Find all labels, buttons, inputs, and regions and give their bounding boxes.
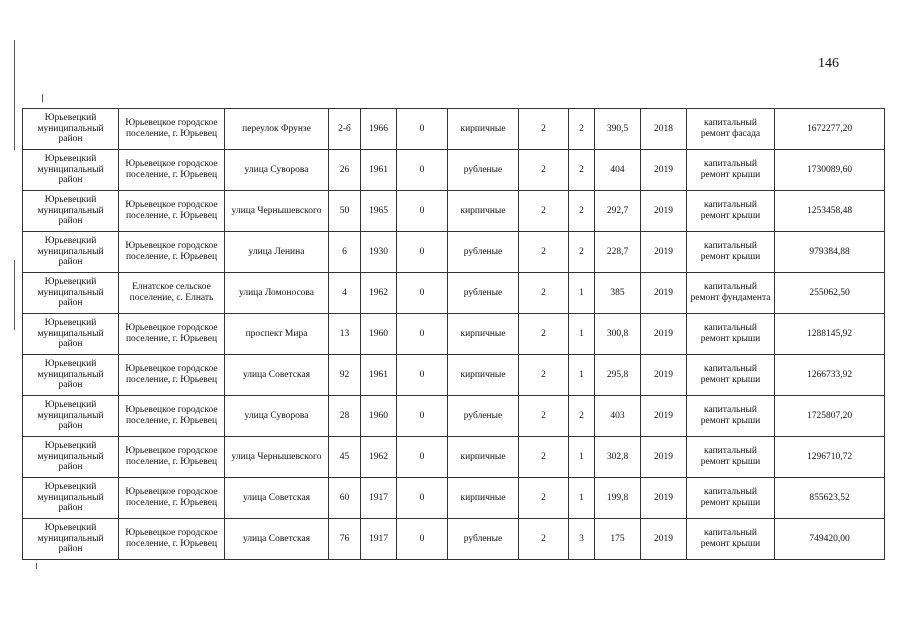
cell-entrances: 1 bbox=[569, 273, 595, 314]
cell-street: улица Чернышевского bbox=[225, 191, 329, 232]
cell-year-built: 1960 bbox=[361, 314, 397, 355]
cell-house-number: 50 bbox=[329, 191, 361, 232]
cell-area: 404 bbox=[595, 150, 641, 191]
cell-district: Юрьевецкий муниципальный район bbox=[23, 437, 119, 478]
cell-year-built: 1961 bbox=[361, 355, 397, 396]
cell-wall-material: рубленые bbox=[448, 273, 519, 314]
cell-area: 300,8 bbox=[595, 314, 641, 355]
cell-wall-material: кирпичные bbox=[448, 314, 519, 355]
table-row bbox=[23, 478, 885, 519]
cell-cost: 1296710,72 bbox=[775, 437, 885, 478]
cell-work-type: капитальный ремонт крыши bbox=[687, 232, 775, 273]
cell-year-built: 1965 bbox=[361, 191, 397, 232]
cell-work-type: капитальный ремонт крыши bbox=[687, 396, 775, 437]
cell-col-zero: 0 bbox=[397, 478, 448, 519]
cell-street: улица Суворова bbox=[225, 396, 329, 437]
cell-floors: 2 bbox=[519, 396, 569, 437]
cell-year-built: 1917 bbox=[361, 519, 397, 560]
cell-district: Юрьевецкий муниципальный район bbox=[23, 314, 119, 355]
cell-wall-material: рубленые bbox=[448, 519, 519, 560]
cell-street: проспект Мира bbox=[225, 314, 329, 355]
cell-work-year: 2019 bbox=[641, 273, 687, 314]
cell-settlement: Елнатское сельское поселение, с. Елнать bbox=[119, 273, 225, 314]
cell-work-type: капитальный ремонт крыши bbox=[687, 478, 775, 519]
cell-settlement: Юрьевецкое городское поселение, г. Юрьевец bbox=[119, 355, 225, 396]
cell-cost: 749420,00 bbox=[775, 519, 885, 560]
page-number: 146 bbox=[818, 56, 839, 71]
scan-mark bbox=[36, 563, 37, 569]
cell-wall-material: рубленые bbox=[448, 396, 519, 437]
cell-floors: 2 bbox=[519, 478, 569, 519]
table-row bbox=[23, 273, 885, 314]
cell-cost: 1266733,92 bbox=[775, 355, 885, 396]
cell-entrances: 2 bbox=[569, 150, 595, 191]
cell-wall-material: кирпичные bbox=[448, 437, 519, 478]
cell-entrances: 1 bbox=[569, 478, 595, 519]
cell-work-year: 2019 bbox=[641, 355, 687, 396]
cell-cost: 1288145,92 bbox=[775, 314, 885, 355]
cell-work-year: 2019 bbox=[641, 191, 687, 232]
cell-col-zero: 0 bbox=[397, 396, 448, 437]
cell-floors: 2 bbox=[519, 273, 569, 314]
cell-settlement: Юрьевецкое городское поселение, г. Юрьевец bbox=[119, 109, 225, 150]
cell-settlement: Юрьевецкое городское поселение, г. Юрьевец bbox=[119, 396, 225, 437]
cell-house-number: 2-б bbox=[329, 109, 361, 150]
cell-year-built: 1960 bbox=[361, 396, 397, 437]
cell-entrances: 2 bbox=[569, 232, 595, 273]
cell-house-number: 60 bbox=[329, 478, 361, 519]
cell-work-type: капитальный ремонт крыши bbox=[687, 355, 775, 396]
cell-district: Юрьевецкий муниципальный район bbox=[23, 478, 119, 519]
table-row bbox=[23, 355, 885, 396]
cell-work-type: капитальный ремонт крыши bbox=[687, 150, 775, 191]
cell-work-type: капитальный ремонт фасада bbox=[687, 109, 775, 150]
cell-col-zero: 0 bbox=[397, 109, 448, 150]
table-row bbox=[23, 109, 885, 150]
cell-cost: 1672277,20 bbox=[775, 109, 885, 150]
cell-house-number: 4 bbox=[329, 273, 361, 314]
cell-street: улица Советская bbox=[225, 519, 329, 560]
cell-work-year: 2019 bbox=[641, 150, 687, 191]
cell-area: 228,7 bbox=[595, 232, 641, 273]
cell-floors: 2 bbox=[519, 109, 569, 150]
cell-area: 385 bbox=[595, 273, 641, 314]
table-row bbox=[23, 191, 885, 232]
cell-street: улица Ломоносова bbox=[225, 273, 329, 314]
cell-area: 302,8 bbox=[595, 437, 641, 478]
cell-year-built: 1962 bbox=[361, 273, 397, 314]
cell-street: переулок Фрунзе bbox=[225, 109, 329, 150]
cell-house-number: 13 bbox=[329, 314, 361, 355]
cell-work-year: 2019 bbox=[641, 437, 687, 478]
cell-work-year: 2019 bbox=[641, 478, 687, 519]
cell-floors: 2 bbox=[519, 232, 569, 273]
cell-entrances: 2 bbox=[569, 396, 595, 437]
cell-entrances: 1 bbox=[569, 355, 595, 396]
cell-district: Юрьевецкий муниципальный район bbox=[23, 191, 119, 232]
cell-cost: 1253458,48 bbox=[775, 191, 885, 232]
table-row bbox=[23, 232, 885, 273]
scan-margin-line bbox=[14, 260, 15, 330]
cell-area: 175 bbox=[595, 519, 641, 560]
cell-cost: 1730089,60 bbox=[775, 150, 885, 191]
cell-entrances: 2 bbox=[569, 191, 595, 232]
cell-street: улица Ленина bbox=[225, 232, 329, 273]
cell-col-zero: 0 bbox=[397, 519, 448, 560]
cell-street: улица Чернышевского bbox=[225, 437, 329, 478]
cell-house-number: 76 bbox=[329, 519, 361, 560]
cell-entrances: 2 bbox=[569, 109, 595, 150]
cell-settlement: Юрьевецкое городское поселение, г. Юрьевец bbox=[119, 314, 225, 355]
cell-street: улица Советская bbox=[225, 355, 329, 396]
cell-district: Юрьевецкий муниципальный район bbox=[23, 109, 119, 150]
cell-house-number: 92 bbox=[329, 355, 361, 396]
cell-area: 292,7 bbox=[595, 191, 641, 232]
cell-work-type: капитальный ремонт крыши bbox=[687, 314, 775, 355]
scan-mark bbox=[42, 94, 43, 102]
cell-year-built: 1962 bbox=[361, 437, 397, 478]
cell-cost: 979384,88 bbox=[775, 232, 885, 273]
cell-settlement: Юрьевецкое городское поселение, г. Юрьевец bbox=[119, 437, 225, 478]
table-row bbox=[23, 150, 885, 191]
table-row bbox=[23, 519, 885, 560]
cell-work-year: 2019 bbox=[641, 314, 687, 355]
cell-area: 390,5 bbox=[595, 109, 641, 150]
cell-house-number: 45 bbox=[329, 437, 361, 478]
cell-floors: 2 bbox=[519, 150, 569, 191]
cell-district: Юрьевецкий муниципальный район bbox=[23, 150, 119, 191]
table-row bbox=[23, 396, 885, 437]
cell-area: 199,8 bbox=[595, 478, 641, 519]
cell-work-year: 2018 bbox=[641, 109, 687, 150]
cell-street: улица Суворова bbox=[225, 150, 329, 191]
cell-wall-material: кирпичные bbox=[448, 478, 519, 519]
cell-floors: 2 bbox=[519, 314, 569, 355]
cell-settlement: Юрьевецкое городское поселение, г. Юрьевец bbox=[119, 478, 225, 519]
cell-work-year: 2019 bbox=[641, 232, 687, 273]
cell-area: 295,8 bbox=[595, 355, 641, 396]
cell-settlement: Юрьевецкое городское поселение, г. Юрьевец bbox=[119, 191, 225, 232]
cell-col-zero: 0 bbox=[397, 232, 448, 273]
cell-street: улица Советская bbox=[225, 478, 329, 519]
cell-work-type: капитальный ремонт крыши bbox=[687, 437, 775, 478]
cell-year-built: 1961 bbox=[361, 150, 397, 191]
cell-district: Юрьевецкий муниципальный район bbox=[23, 273, 119, 314]
cell-settlement: Юрьевецкое городское поселение, г. Юрьевец bbox=[119, 232, 225, 273]
cell-floors: 2 bbox=[519, 437, 569, 478]
cell-area: 403 bbox=[595, 396, 641, 437]
cell-wall-material: рубленые bbox=[448, 232, 519, 273]
cell-wall-material: кирпичные bbox=[448, 191, 519, 232]
cell-floors: 2 bbox=[519, 519, 569, 560]
cell-year-built: 1966 bbox=[361, 109, 397, 150]
table-row bbox=[23, 314, 885, 355]
cell-cost: 255062,50 bbox=[775, 273, 885, 314]
cell-entrances: 3 bbox=[569, 519, 595, 560]
cell-year-built: 1917 bbox=[361, 478, 397, 519]
cell-district: Юрьевецкий муниципальный район bbox=[23, 396, 119, 437]
cell-house-number: 28 bbox=[329, 396, 361, 437]
housing-registry-table bbox=[22, 108, 885, 560]
cell-district: Юрьевецкий муниципальный район bbox=[23, 519, 119, 560]
cell-wall-material: кирпичные bbox=[448, 355, 519, 396]
cell-col-zero: 0 bbox=[397, 191, 448, 232]
cell-wall-material: рубленые bbox=[448, 150, 519, 191]
cell-house-number: 26 bbox=[329, 150, 361, 191]
table-row bbox=[23, 437, 885, 478]
cell-col-zero: 0 bbox=[397, 273, 448, 314]
cell-work-year: 2019 bbox=[641, 396, 687, 437]
cell-work-type: капитальный ремонт крыши bbox=[687, 519, 775, 560]
cell-settlement: Юрьевецкое городское поселение, г. Юрьевец bbox=[119, 150, 225, 191]
cell-col-zero: 0 bbox=[397, 437, 448, 478]
cell-work-year: 2019 bbox=[641, 519, 687, 560]
cell-settlement: Юрьевецкое городское поселение, г. Юрьевец bbox=[119, 519, 225, 560]
cell-cost: 855623,52 bbox=[775, 478, 885, 519]
cell-house-number: 6 bbox=[329, 232, 361, 273]
cell-wall-material: кирпичные bbox=[448, 109, 519, 150]
cell-work-type: капитальный ремонт фундамента bbox=[687, 273, 775, 314]
cell-work-type: капитальный ремонт крыши bbox=[687, 191, 775, 232]
cell-district: Юрьевецкий муниципальный район bbox=[23, 232, 119, 273]
cell-district: Юрьевецкий муниципальный район bbox=[23, 355, 119, 396]
cell-floors: 2 bbox=[519, 191, 569, 232]
cell-entrances: 1 bbox=[569, 314, 595, 355]
cell-entrances: 1 bbox=[569, 437, 595, 478]
cell-col-zero: 0 bbox=[397, 355, 448, 396]
cell-floors: 2 bbox=[519, 355, 569, 396]
cell-col-zero: 0 bbox=[397, 314, 448, 355]
scan-margin-line bbox=[14, 40, 15, 150]
cell-col-zero: 0 bbox=[397, 150, 448, 191]
cell-cost: 1725807,20 bbox=[775, 396, 885, 437]
cell-year-built: 1930 bbox=[361, 232, 397, 273]
